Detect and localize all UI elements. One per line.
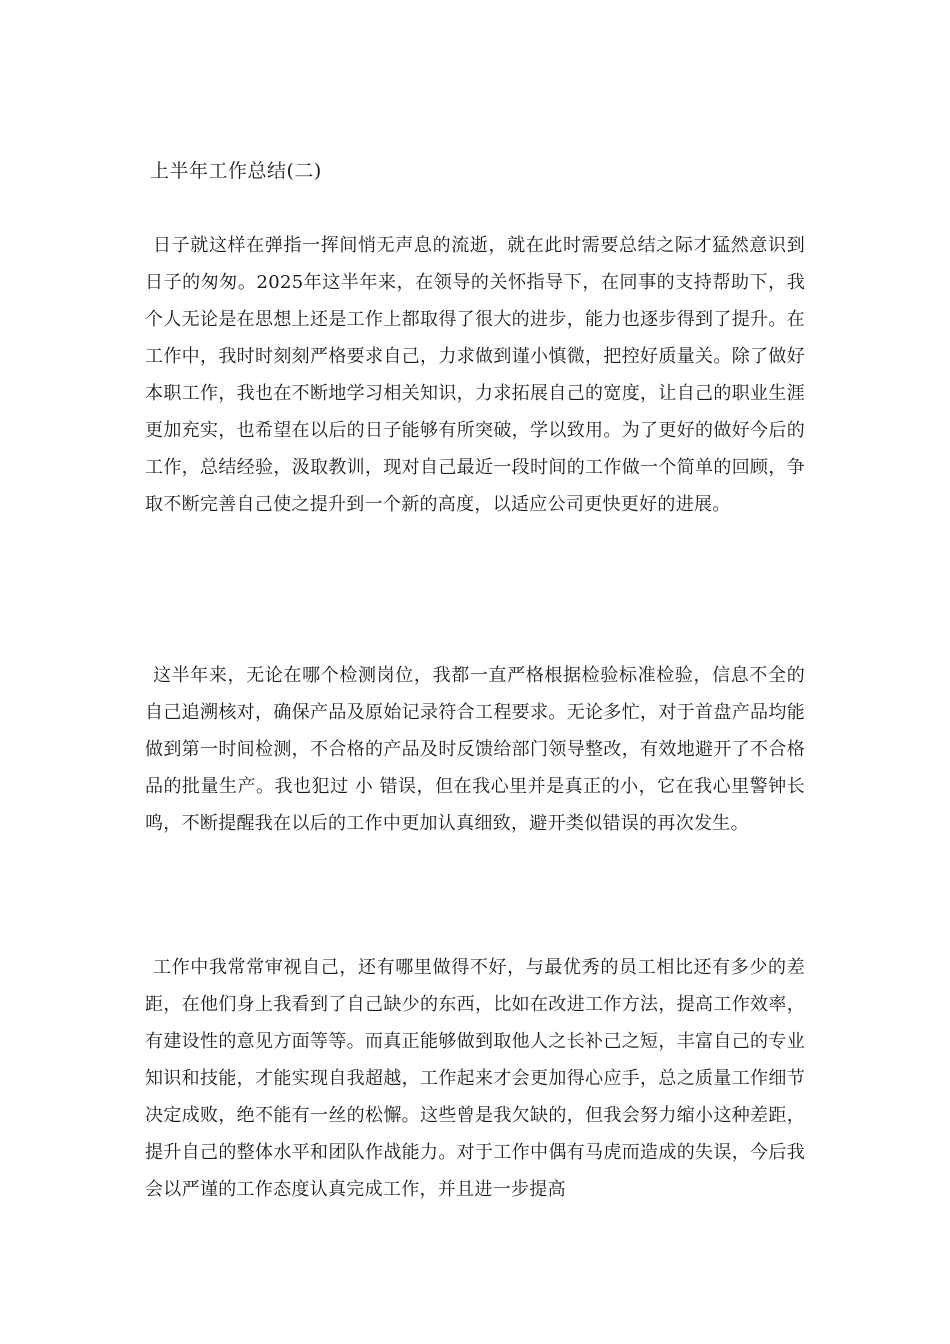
paragraph-3: 工作中我常常审视自己，还有哪里做得不好，与最优秀的员工相比还有多少的差距，在他们身上我看到了自己缺少的东西，比如在改进工作方法，提高工作效率，有建设性的意见方面等等。而真正能够做到取他人之长补己之短，丰富自己的专业知识和技能，才能实现自我超越，工作起来才会更加得心应手，总之质量工作细节决定成败，绝不能有一丝的松懈。这些曾是我欠缺的，但我会努力缩小这种差距，提升自己的整体水平和团队作战能力。对于工作中偶有马虎而造成的失误，今后我会以严谨的工作态度认真完成工作，并且进一步提高 xyxy=(145,957,805,1200)
document-title: 上半年工作总结(二) xyxy=(150,160,322,182)
paragraph-1: 日子就这样在弹指一挥间悄无声息的流逝，就在此时需要总结之际才猛然意识到日子的匆匆。2025年这半年来，在领导的关怀指导下，在同事的支持帮助下，我个人无论是在思想上还是工作上都取得了很大的进步，能力也逐步得到了提升。在工作中，我时时刻刻严格要求自己，力求做到谨小慎微，把控好质量关。除了做好本职工作，我也在不断地学习相关知识，力求拓展自己的宽度，让自己的职业生涯更加充实，也希望在以后的日子能够有所突破，学以致用。为了更好的做好今后的工作，总结经验，汲取教训，现对自己最近一段时间的工作做一个简单的回顾，争取不断完善自己使之提升到一个新的高度，以适应公司更快更好的进展。 xyxy=(145,235,805,515)
paragraph-2: 这半年来，无论在哪个检测岗位，我都一直严格根据检验标准检验，信息不全的自己追溯核对，确保产品及原始记录符合工程要求。无论多忙，对于首盘产品均能做到第一时间检测，不合格的产品及时反馈给部门领导整改，有效地避开了不合格品的批量生产。我也犯过 小 错误，但在我心里并是真正的小，它在我心里警钟长鸣，不断提醒我在以后的工作中更加认真细致，避开类似错误的再次发生。 xyxy=(145,665,805,834)
